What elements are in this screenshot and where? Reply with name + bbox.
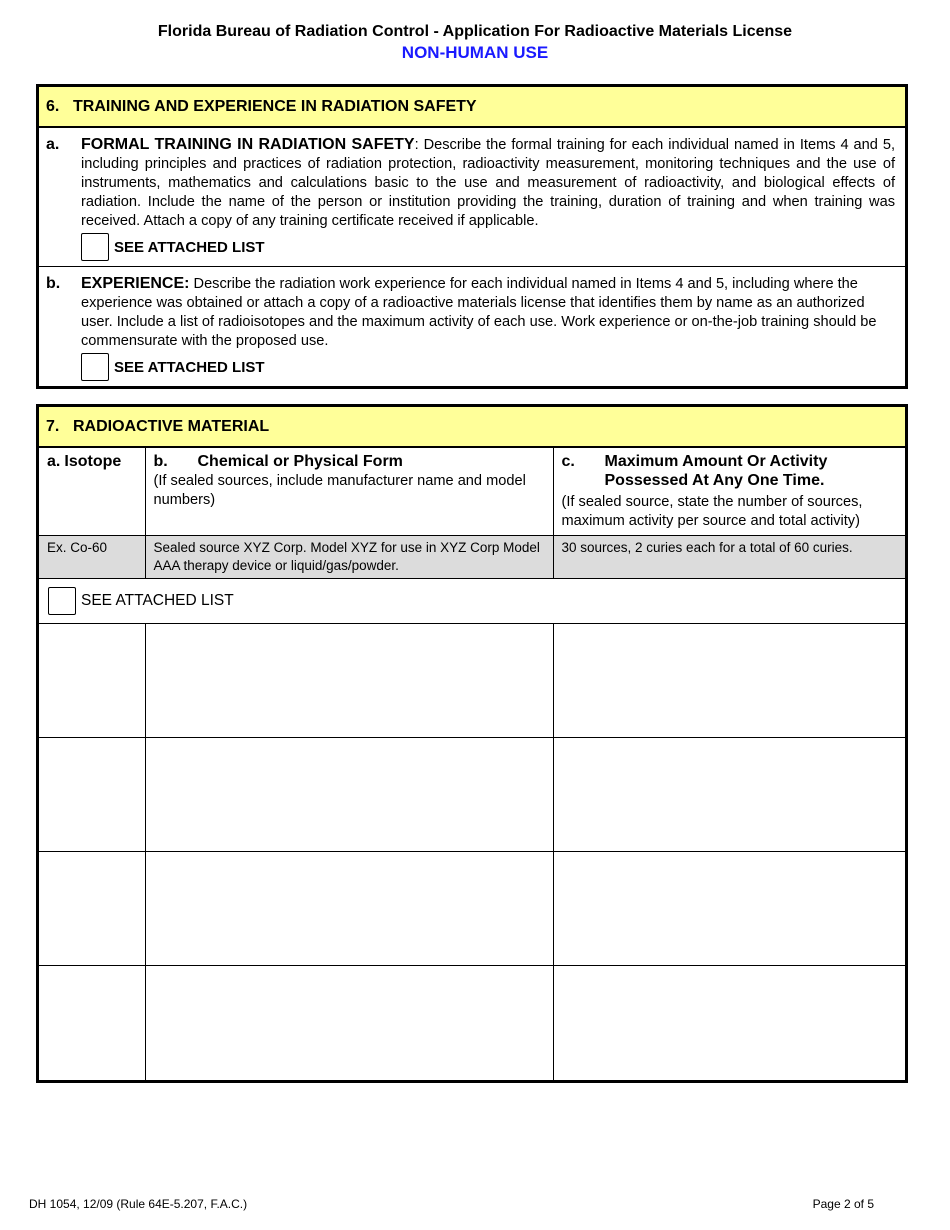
- section-6a-attached-list: [81, 233, 895, 261]
- col-a-letter: a.: [47, 453, 61, 470]
- example-form: Sealed source XYZ Corp. Model XYZ for use in XYZ Corp Model AAA therapy device or liquid/gas/powder.: [145, 536, 553, 579]
- section-6a-description: : Describe the formal training for each individual named in Items 4 and 5, including principles and practices of radiation protection, radioactivity measurement, monitoring techniques and the use of instruments, mathematics and calculations basic to the use and measurement of radioactivity, and biological effects of radiation. Include the name of the person or institution providing the training, duration of training and when training was received. Attach a copy of any training certificate received if applicable.: [81, 137, 895, 229]
- form-field[interactable]: [145, 966, 553, 1080]
- section-6a-attached-checkbox[interactable]: [81, 233, 109, 261]
- section-6-number: 6.: [46, 97, 60, 115]
- section-6b-checkbox-label: SEE ATTACHED LIST: [114, 358, 265, 376]
- isotope-field[interactable]: [39, 966, 145, 1080]
- footer-page-number: Page 2 of 5: [812, 1197, 874, 1211]
- isotope-field[interactable]: [39, 624, 145, 738]
- col-c-header: [553, 448, 905, 536]
- isotope-field[interactable]: [39, 738, 145, 852]
- table-row: [39, 966, 905, 1080]
- page-header: [0, 22, 950, 63]
- example-row: [39, 536, 905, 579]
- section-6b-letter: b.: [46, 275, 61, 292]
- amount-field[interactable]: [553, 624, 905, 738]
- section-6a-text: [81, 135, 895, 231]
- amount-field[interactable]: [553, 966, 905, 1080]
- table-row: [39, 738, 905, 852]
- section-6a: [39, 128, 905, 266]
- table-header-row: [39, 448, 905, 536]
- section-7-attached-checkbox[interactable]: [48, 587, 76, 615]
- attached-list-row: [39, 579, 905, 624]
- col-a-header: [39, 448, 145, 536]
- section-6: [36, 84, 908, 389]
- form-field[interactable]: [145, 624, 553, 738]
- col-b-header: [145, 448, 553, 536]
- section-6a-letter: a.: [46, 136, 60, 153]
- example-amount: 30 sources, 2 curies each for a total of 60 curies.: [553, 536, 905, 579]
- isotope-field[interactable]: [39, 852, 145, 966]
- section-6b-attached-list: [81, 353, 895, 381]
- example-isotope: Ex. Co-60: [39, 536, 145, 579]
- section-6b-attached-checkbox[interactable]: [81, 353, 109, 381]
- col-c-title: Maximum Amount Or Activity Possessed At Any One Time.: [604, 453, 828, 489]
- form-subtitle: NON-HUMAN USE: [401, 43, 549, 62]
- col-b-note: (If sealed sources, include manufacturer name and model numbers): [153, 473, 526, 508]
- section-7-title: RADIOACTIVE MATERIAL: [73, 417, 270, 435]
- radioactive-material-table: [39, 448, 905, 1080]
- section-7-header: [39, 407, 905, 448]
- col-b-letter: b.: [153, 453, 168, 470]
- section-6-header: [39, 87, 905, 128]
- col-c-note: (If sealed source, state the number of sources, maximum activity per source and total activity): [561, 494, 863, 529]
- section-6b: [39, 266, 905, 386]
- form-field[interactable]: [145, 852, 553, 966]
- section-6a-lead: FORMAL TRAINING IN RADIATION SAFETY: [81, 136, 415, 153]
- attached-list-cell: [39, 579, 905, 624]
- section-6a-checkbox-label: SEE ATTACHED LIST: [114, 238, 265, 256]
- section-7: [36, 404, 908, 1083]
- section-7-checkbox-label: SEE ATTACHED LIST: [81, 592, 234, 609]
- section-7-number: 7.: [46, 417, 60, 435]
- section-6b-lead: EXPERIENCE:: [81, 275, 190, 292]
- section-6b-text: [81, 274, 895, 351]
- form-field[interactable]: [145, 738, 553, 852]
- amount-field[interactable]: [553, 852, 905, 966]
- form-title: Florida Bureau of Radiation Control - Application For Radioactive Materials License: [157, 23, 793, 40]
- col-b-title: Chemical or Physical Form: [197, 453, 403, 470]
- section-6-title: TRAINING AND EXPERIENCE IN RADIATION SAFETY: [73, 97, 477, 115]
- table-row: [39, 624, 905, 738]
- section-6b-description: Describe the radiation work experience for each individual named in Items 4 and 5, including where the experience was obtained or attach a copy of a radioactive materials license that identifies them by name as an authorized user. Include a list of radioisotopes and the maximum activity of each use. Work experience or on-the-job training should be commensurate with the proposed use.: [81, 276, 877, 349]
- table-row: [39, 852, 905, 966]
- amount-field[interactable]: [553, 738, 905, 852]
- col-c-letter: c.: [561, 453, 575, 470]
- footer-form-id: DH 1054, 12/09 (Rule 64E-5.207, F.A.C.): [29, 1197, 248, 1211]
- col-a-title: Isotope: [64, 453, 122, 470]
